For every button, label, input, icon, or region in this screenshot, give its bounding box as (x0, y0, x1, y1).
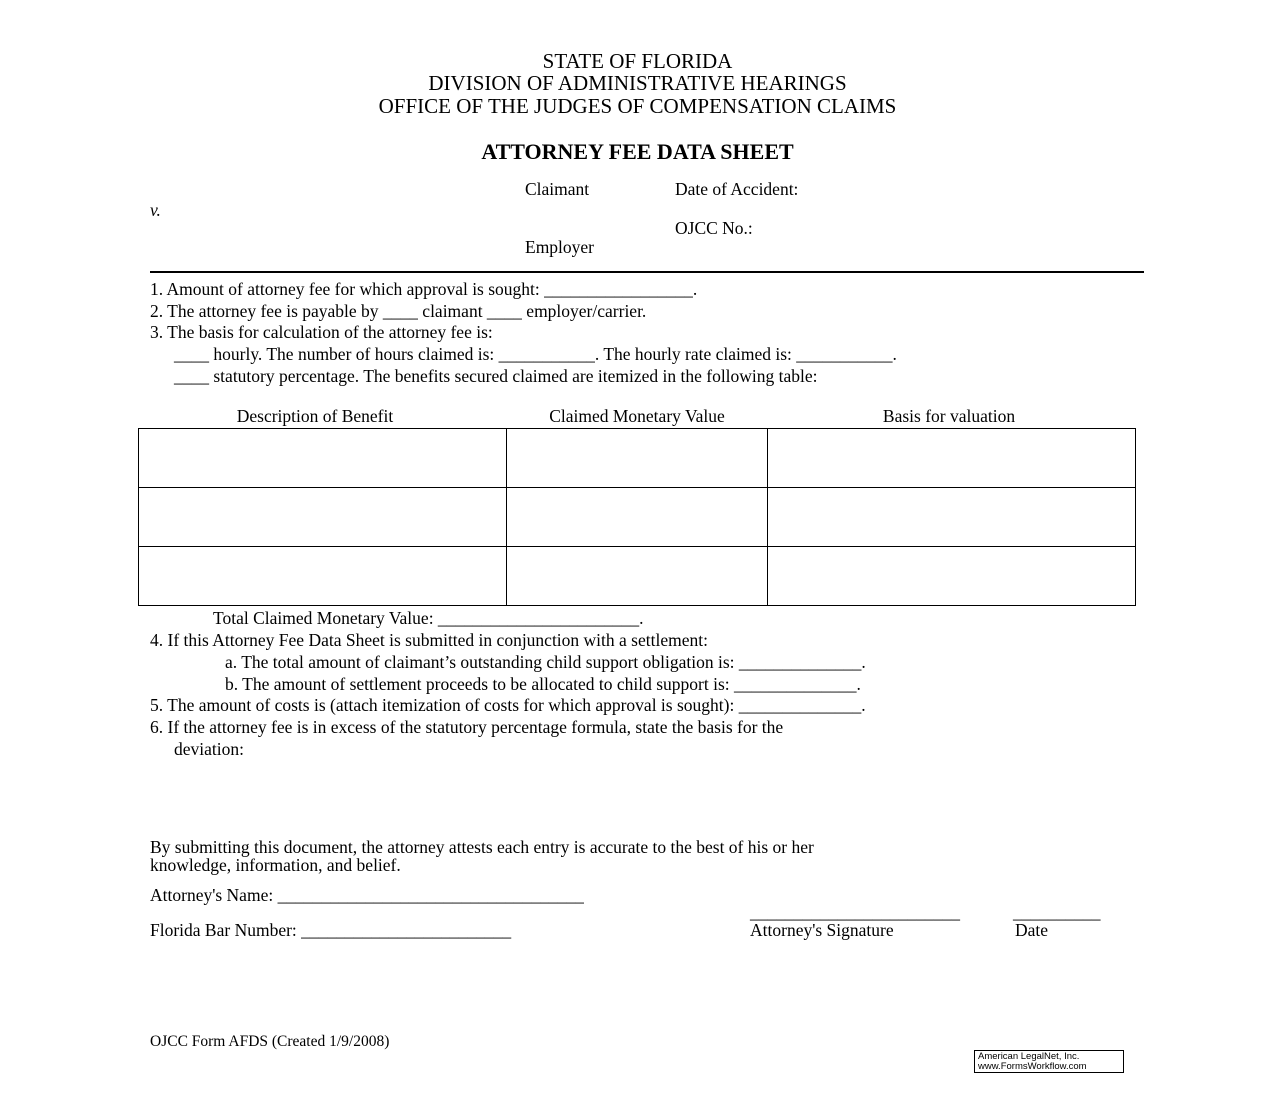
item-4b: b. The amount of settlement proceeds to be allocated to child support is: ______________. (225, 674, 861, 694)
item-5: 5. The amount of costs is (attach itemization of costs for which approval is sought): ______________. (150, 695, 866, 715)
stamp-company: American LegalNet, Inc. (978, 1051, 1080, 1062)
legalnet-stamp (974, 1050, 1124, 1073)
item-1: 1. Amount of attorney fee for which approval is sought: _________________. (150, 279, 698, 299)
benefit-basis-cell[interactable] (768, 488, 1136, 547)
item-2: 2. The attorney fee is payable by ____ claimant ____ employer/carrier. (150, 301, 647, 321)
bar-number-field[interactable]: Florida Bar Number: ________________________ (150, 920, 512, 940)
column-header-description: Description of Benefit (236, 406, 394, 426)
table-row (139, 429, 1136, 488)
table-row (139, 488, 1136, 547)
form-identifier: OJCC Form AFDS (Created 1/9/2008) (150, 1033, 390, 1050)
benefit-description-cell[interactable] (139, 429, 507, 488)
caption-divider (150, 271, 1144, 273)
total-claimed-value: Total Claimed Monetary Value: _______________________. (213, 608, 644, 628)
table-row (139, 547, 1136, 606)
item-3: 3. The basis for calculation of the attorney fee is: (150, 322, 493, 342)
employer-label: Employer (525, 237, 595, 257)
date-line[interactable]: __________ (1013, 902, 1101, 922)
signature-label: Attorney's Signature (750, 920, 894, 940)
header-state: STATE OF FLORIDA (542, 49, 733, 73)
claimant-label: Claimant (525, 179, 590, 199)
benefit-value-cell[interactable] (506, 429, 768, 488)
item-3-hourly: ____ hourly. The number of hours claimed is: ___________. The hourly rate claimed is: ___________. (174, 344, 897, 364)
item-4a: a. The total amount of claimant’s outstanding child support obligation is: ______________. (225, 652, 866, 672)
benefits-table (138, 428, 1136, 606)
item-6-continued: deviation: (174, 739, 244, 759)
page-title: ATTORNEY FEE DATA SHEET (481, 139, 794, 164)
benefit-value-cell[interactable] (506, 488, 768, 547)
attorney-name-field[interactable]: Attorney's Name: ___________________________________ (150, 885, 584, 905)
versus-label: v. (150, 200, 161, 220)
benefit-value-cell[interactable] (506, 547, 768, 606)
item-3-statutory: ____ statutory percentage. The benefits secured claimed are itemized in the following table: (174, 366, 818, 386)
stamp-url: www.FormsWorkflow.com (978, 1061, 1087, 1072)
item-6: 6. If the attorney fee is in excess of the statutory percentage formula, state the basis for the (150, 717, 784, 737)
benefit-description-cell[interactable] (139, 547, 507, 606)
benefit-basis-cell[interactable] (768, 429, 1136, 488)
ojcc-number-label: OJCC No.: (675, 218, 753, 238)
column-header-basis: Basis for valuation (882, 406, 1016, 426)
attestation-line-1: By submitting this document, the attorney attests each entry is accurate to the best of his or her (150, 837, 814, 857)
benefit-description-cell[interactable] (139, 488, 507, 547)
header-office: OFFICE OF THE JUDGES OF COMPENSATION CLAIMS (378, 94, 897, 118)
item-4: 4. If this Attorney Fee Data Sheet is submitted in conjunction with a settlement: (150, 630, 708, 650)
attestation-line-2: knowledge, information, and belief. (150, 855, 401, 875)
signature-line[interactable]: ________________________ (750, 902, 960, 922)
date-of-accident-label: Date of Accident: (675, 179, 799, 199)
header-division: DIVISION OF ADMINISTRATIVE HEARINGS (428, 71, 847, 95)
column-header-monetary-value: Claimed Monetary Value (549, 406, 725, 426)
date-label: Date (1015, 920, 1049, 940)
benefit-basis-cell[interactable] (768, 547, 1136, 606)
